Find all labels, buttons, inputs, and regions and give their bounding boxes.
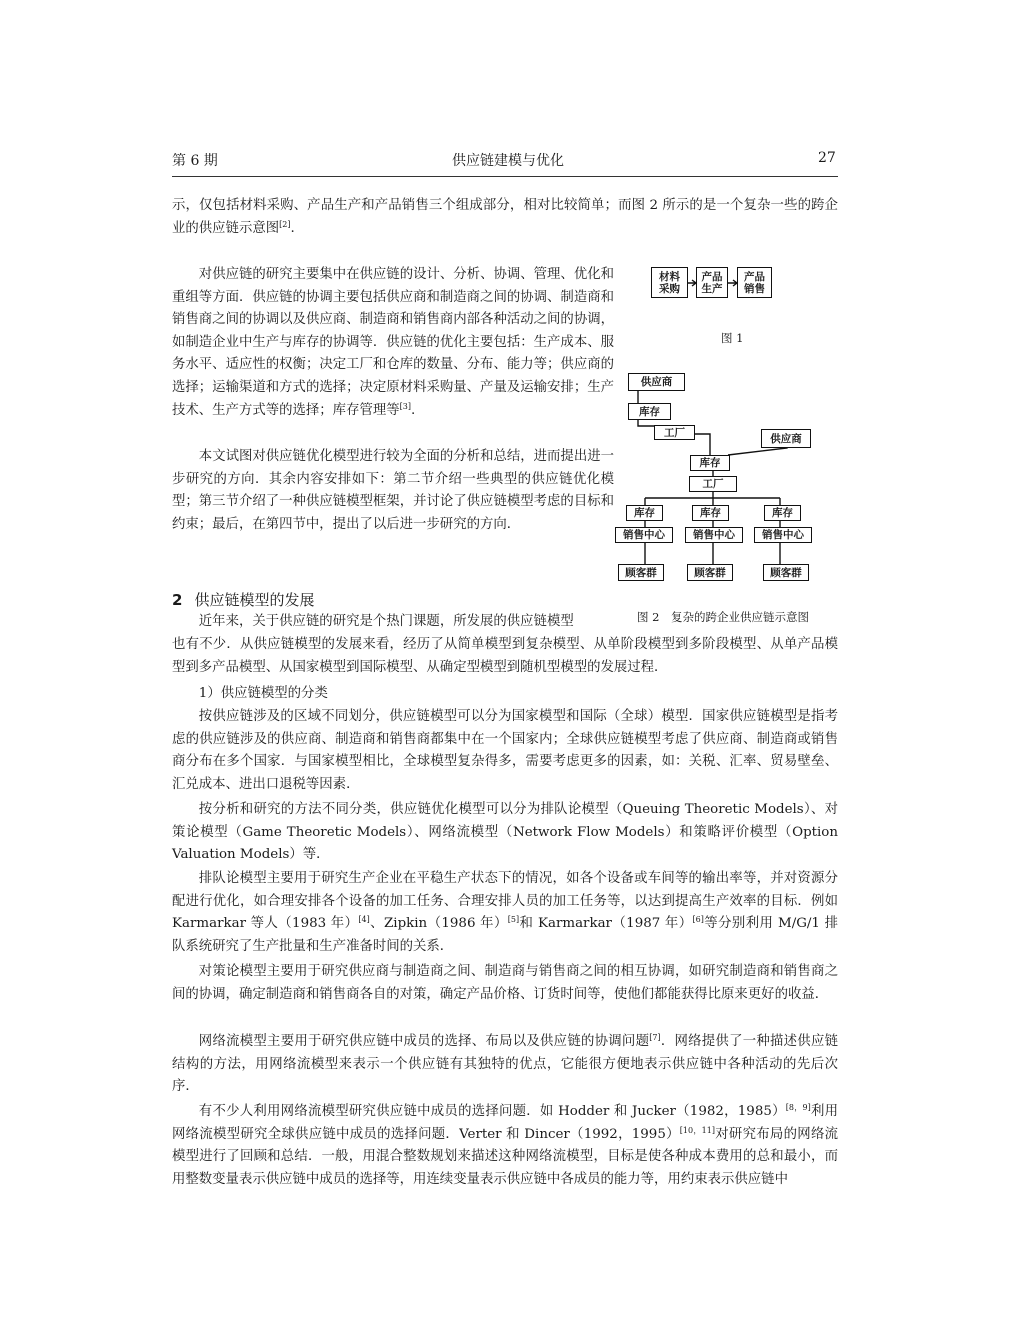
queuing-text-b: 、Zipkin（1986 年） bbox=[369, 916, 508, 932]
page-number: 27 bbox=[818, 150, 836, 166]
fig2-sales-center-right: 销售中心 bbox=[754, 527, 812, 543]
fig2-customer-left: 顾客群 bbox=[618, 564, 664, 581]
citation: [8，9] bbox=[785, 1103, 811, 1112]
header-issue: 第 6 期 bbox=[172, 153, 218, 169]
fig1-box-production: 产品 生产 bbox=[696, 267, 728, 298]
citation: [2] bbox=[279, 219, 291, 229]
header-rule bbox=[172, 176, 838, 177]
section-heading bbox=[172, 589, 314, 610]
section2-first-line: 近年来，关于供应链的研究是个热门课题，所发展的供应链模型 bbox=[198, 614, 574, 629]
selection-text-c: 对研究布局的网络流模型进行了回顾和总结．一般，用混合整数规划来描述这种网络流模型，目标是使各种成本费用的总和最小，而用整数变量表示供应链中成员的选择等，用连续变量表示供应链中各成员的能力等，用约束表示供应链中 bbox=[172, 1126, 839, 1187]
citation: [6] bbox=[692, 915, 704, 925]
network-model-paragraph bbox=[172, 1031, 838, 1099]
queuing-text-d: 等分别利用 M/G/1 排队系统研究了生产批量和生产准备时间的关系． bbox=[172, 916, 839, 954]
research-focus-tail: . bbox=[410, 402, 416, 418]
fig2-storage-center: 库存 bbox=[692, 505, 729, 521]
intro-tail: . bbox=[290, 220, 295, 236]
queuing-text-c: 和 Karmarkar（1987 年） bbox=[519, 916, 693, 932]
citation: [3] bbox=[399, 401, 411, 411]
research-focus-paragraph bbox=[172, 264, 614, 422]
network-text-b: ．网络提供了一种描述供应链结构的方法，用网络流模型来表示一个供应链有其独特的优点，它能很方便地表示供应链中各种活动的先后次序． bbox=[172, 1034, 839, 1095]
queuing-model-paragraph bbox=[172, 868, 838, 958]
research-focus-text: 对供应链的研究主要集中在供应链的设计、分析、协调、管理、优化和重组等方面．供应链的协调主要包括供应商和制造商之间的协调、制造商和销售商之间的协调以及供应商、制造商和销售商内部各种活动之间的协调，如制造企业中生产与库存的协调等．供应链的优化主要包括：生产成本、服务水平、适应性的权衡；决定工厂和仓库的数量、分布、能力等；供应商的选择；运输渠道和方式的选择；决定原材料采购量、产量及运输安排；生产技术、生产方式等的选择；库存管理等 bbox=[172, 267, 614, 418]
subheading-classification: 1）供应链模型的分类 bbox=[198, 686, 328, 701]
figure-2-caption: 图 2 复杂的跨企业供应链示意图 bbox=[637, 610, 809, 624]
fig2-storage-mid: 库存 bbox=[690, 455, 730, 471]
fig2-factory-top: 工厂 bbox=[654, 425, 695, 440]
network-text-a: 网络流模型主要用于研究供应链中成员的选择、布局以及供应链的协调问题 bbox=[198, 1034, 650, 1049]
region-classification-paragraph: 按供应链涉及的区域不同划分，供应链模型可以分为国家模型和国际（全球）模型．国家供应链模型是指考虑的供应链涉及的供应商、制造商和销售商都集中在一个国家内；全球供应链模型考虑了供应商、制造商或销售商分布在多个国家．与国家模型相比，全球模型复杂得多，需要考虑更多的因素，如：关税、汇率、贸易壁垒、汇兑成本、进出口退税等因素． bbox=[172, 709, 838, 792]
fig2-sales-center-left: 销售中心 bbox=[615, 527, 673, 543]
fig2-customer-center: 顾客群 bbox=[687, 564, 733, 581]
figure-1-caption: 图 1 bbox=[721, 331, 744, 345]
fig2-supplier-right: 供应商 bbox=[761, 429, 811, 448]
game-model-paragraph: 对策论模型主要用于研究供应商与制造商之间、制造商与销售商之间的相互协调，如研究制造商和销售商之间的协调，确定制造商和销售商各自的对策，确定产品价格、订货时间等，使他们都能获得比原来更好的收益． bbox=[172, 964, 838, 1002]
citation: [4] bbox=[358, 915, 370, 925]
fig2-factory-mid: 工厂 bbox=[689, 476, 737, 492]
citation: [10，11] bbox=[679, 1125, 715, 1135]
fig1-box-procurement: 材料 采购 bbox=[651, 267, 688, 298]
fig2-storage-top: 库存 bbox=[628, 403, 671, 420]
intro-paragraph bbox=[172, 195, 838, 240]
queuing-text-a: 排队论模型主要用于研究生产企业在平稳生产状态下的情况，如各个设备或车间等的输出率等，并对资源分配进行优化，如合理安排各个设备的加工任务、合理安排人员的加工任务等，以达到提高生产效率的目标．例如 Karmarkar 等人（1983 年） bbox=[172, 871, 838, 932]
citation: [7] bbox=[649, 1033, 661, 1042]
network-selection-paragraph bbox=[172, 1101, 838, 1191]
fig1-arrows bbox=[686, 275, 740, 291]
selection-text-a: 有不少人利用网络流模型研究供应链中成员的选择问题．如 Hodder 和 Jucker（1982，1985） bbox=[198, 1104, 786, 1119]
method-classification-paragraph: 按分析和研究的方法不同分类，供应链优化模型可以分为排队论模型（Queuing Theoretic Models）、对策论模型（Game Theoretic Models）、网络流模型（Network Flow Models）和策略评价模型（Option Valuation Models）等． bbox=[172, 802, 838, 863]
paper-outline-paragraph: 本文试图对供应链优化模型进行较为全面的分析和总结，进而提出进一步研究的方向．其余内容安排如下：第二节介绍一些典型的供应链优化模型；第三节介绍了一种供应链模型框架，并讨论了供应链模型考虑的目标和约束；最后，在第四节中，提出了以后进一步研究的方向． bbox=[172, 449, 614, 532]
section-number: 2 bbox=[172, 591, 183, 609]
header-title: 供应链建模与优化 bbox=[452, 153, 564, 169]
development-paragraph: 也有不少．从供应链模型的发展来看，经历了从简单模型到复杂模型、从单阶段模型到多阶段模型、从单产品模型到多产品模型、从国家模型到国际模型、从确定型模型到随机型模型的发展过程． bbox=[172, 637, 838, 675]
intro-text: 示，仅包括材料采购、产品生产和产品销售三个组成部分，相对比较简单；而图 2 所示的是一个复杂一些的跨企业的供应链示意图 bbox=[172, 198, 838, 236]
selection-text-b: 利用网络流模型研究全球供应链中成员的选择问题．Verter 和 Dincer（1992，1995） bbox=[172, 1104, 838, 1142]
fig2-storage-right: 库存 bbox=[764, 505, 801, 521]
fig2-customer-right: 顾客群 bbox=[763, 564, 809, 581]
section-title: 供应链模型的发展 bbox=[194, 591, 315, 609]
fig2-storage-left: 库存 bbox=[626, 505, 663, 521]
fig1-box-sales: 产品 销售 bbox=[737, 267, 772, 298]
citation: [5] bbox=[507, 915, 520, 925]
fig2-sales-center-center: 销售中心 bbox=[685, 527, 743, 543]
fig2-supplier-top: 供应商 bbox=[628, 373, 685, 391]
